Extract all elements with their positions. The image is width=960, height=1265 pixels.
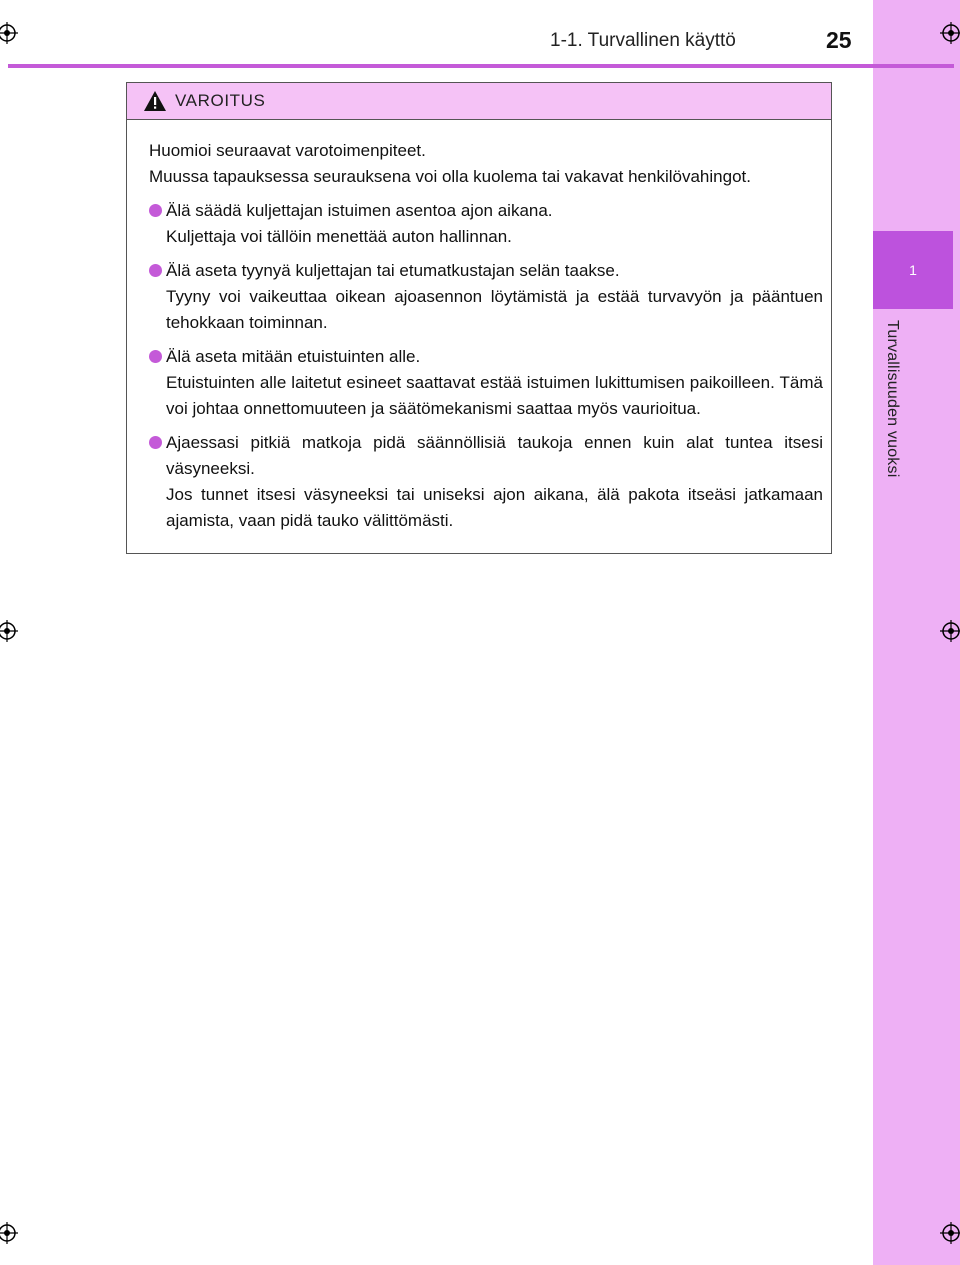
warning-item-heading: Älä aseta tyynyä kuljettajan tai etumatkustajan selän taakse.	[166, 261, 620, 280]
bullet-dot-icon	[149, 204, 162, 217]
warning-title: VAROITUS	[175, 91, 266, 110]
warning-body	[127, 120, 831, 534]
warning-item-heading: Älä aseta mitään etuistuinten alle.	[166, 347, 421, 366]
crop-mark-icon	[0, 22, 18, 44]
bullet-dot-icon	[149, 436, 162, 449]
warning-triangle-icon	[143, 90, 167, 112]
chapter-label	[870, 320, 914, 500]
bullet-dot-icon	[149, 350, 162, 363]
warning-box	[126, 82, 832, 554]
crop-mark-icon	[940, 22, 960, 44]
crop-mark-icon	[0, 620, 18, 642]
warning-item-detail: Etuistuinten alle laitetut esineet saattavat estää istuimen lukittumisen paikoilleen. Tämä voi johtaa onnettomuuteen ja säätömekanismi saattaa myös vaurioitua.	[166, 373, 823, 418]
warning-item-detail: Kuljettaja voi tällöin menettää auton hallinnan.	[166, 227, 512, 246]
header-rule	[8, 64, 954, 68]
warning-header	[127, 83, 831, 120]
chapter-tab[interactable]	[873, 231, 953, 309]
crop-mark-icon	[940, 1222, 960, 1244]
crop-mark-icon	[0, 1222, 18, 1244]
warning-item	[149, 344, 823, 422]
warning-item	[149, 258, 823, 336]
warning-intro	[149, 138, 823, 190]
warning-item-heading: Ajaessasi pitkiä matkoja pidä säännöllisiä taukoja ennen kuin alat tuntea itsesi väsyneeksi.	[166, 433, 823, 478]
warning-item	[149, 198, 823, 250]
section-title: 1-1. Turvallinen käyttö	[550, 30, 736, 51]
crop-mark-icon	[940, 620, 960, 642]
warning-item-detail: Tyyny voi vaikeuttaa oikean ajoasennon löytämistä ja estää turvavyön ja pääntuen tehokkaan toiminnan.	[166, 287, 823, 332]
warning-item-detail: Jos tunnet itsesi väsyneeksi tai uniseksi ajon aikana, älä pakota itseäsi jatkamaan ajamista, vaan pidä tauko välittömästi.	[166, 485, 823, 530]
page-number: 25	[826, 27, 852, 53]
chapter-title: Turvallisuuden vuoksi	[884, 320, 901, 478]
chapter-number: 1	[909, 262, 917, 278]
warning-item	[149, 430, 823, 534]
bullet-dot-icon	[149, 264, 162, 277]
intro-line: Muussa tapauksessa seurauksena voi olla kuolema tai vakavat henkilövahingot.	[149, 167, 751, 186]
warning-item-heading: Älä säädä kuljettajan istuimen asentoa ajon aikana.	[166, 201, 553, 220]
intro-line: Huomioi seuraavat varotoimenpiteet.	[149, 141, 426, 160]
